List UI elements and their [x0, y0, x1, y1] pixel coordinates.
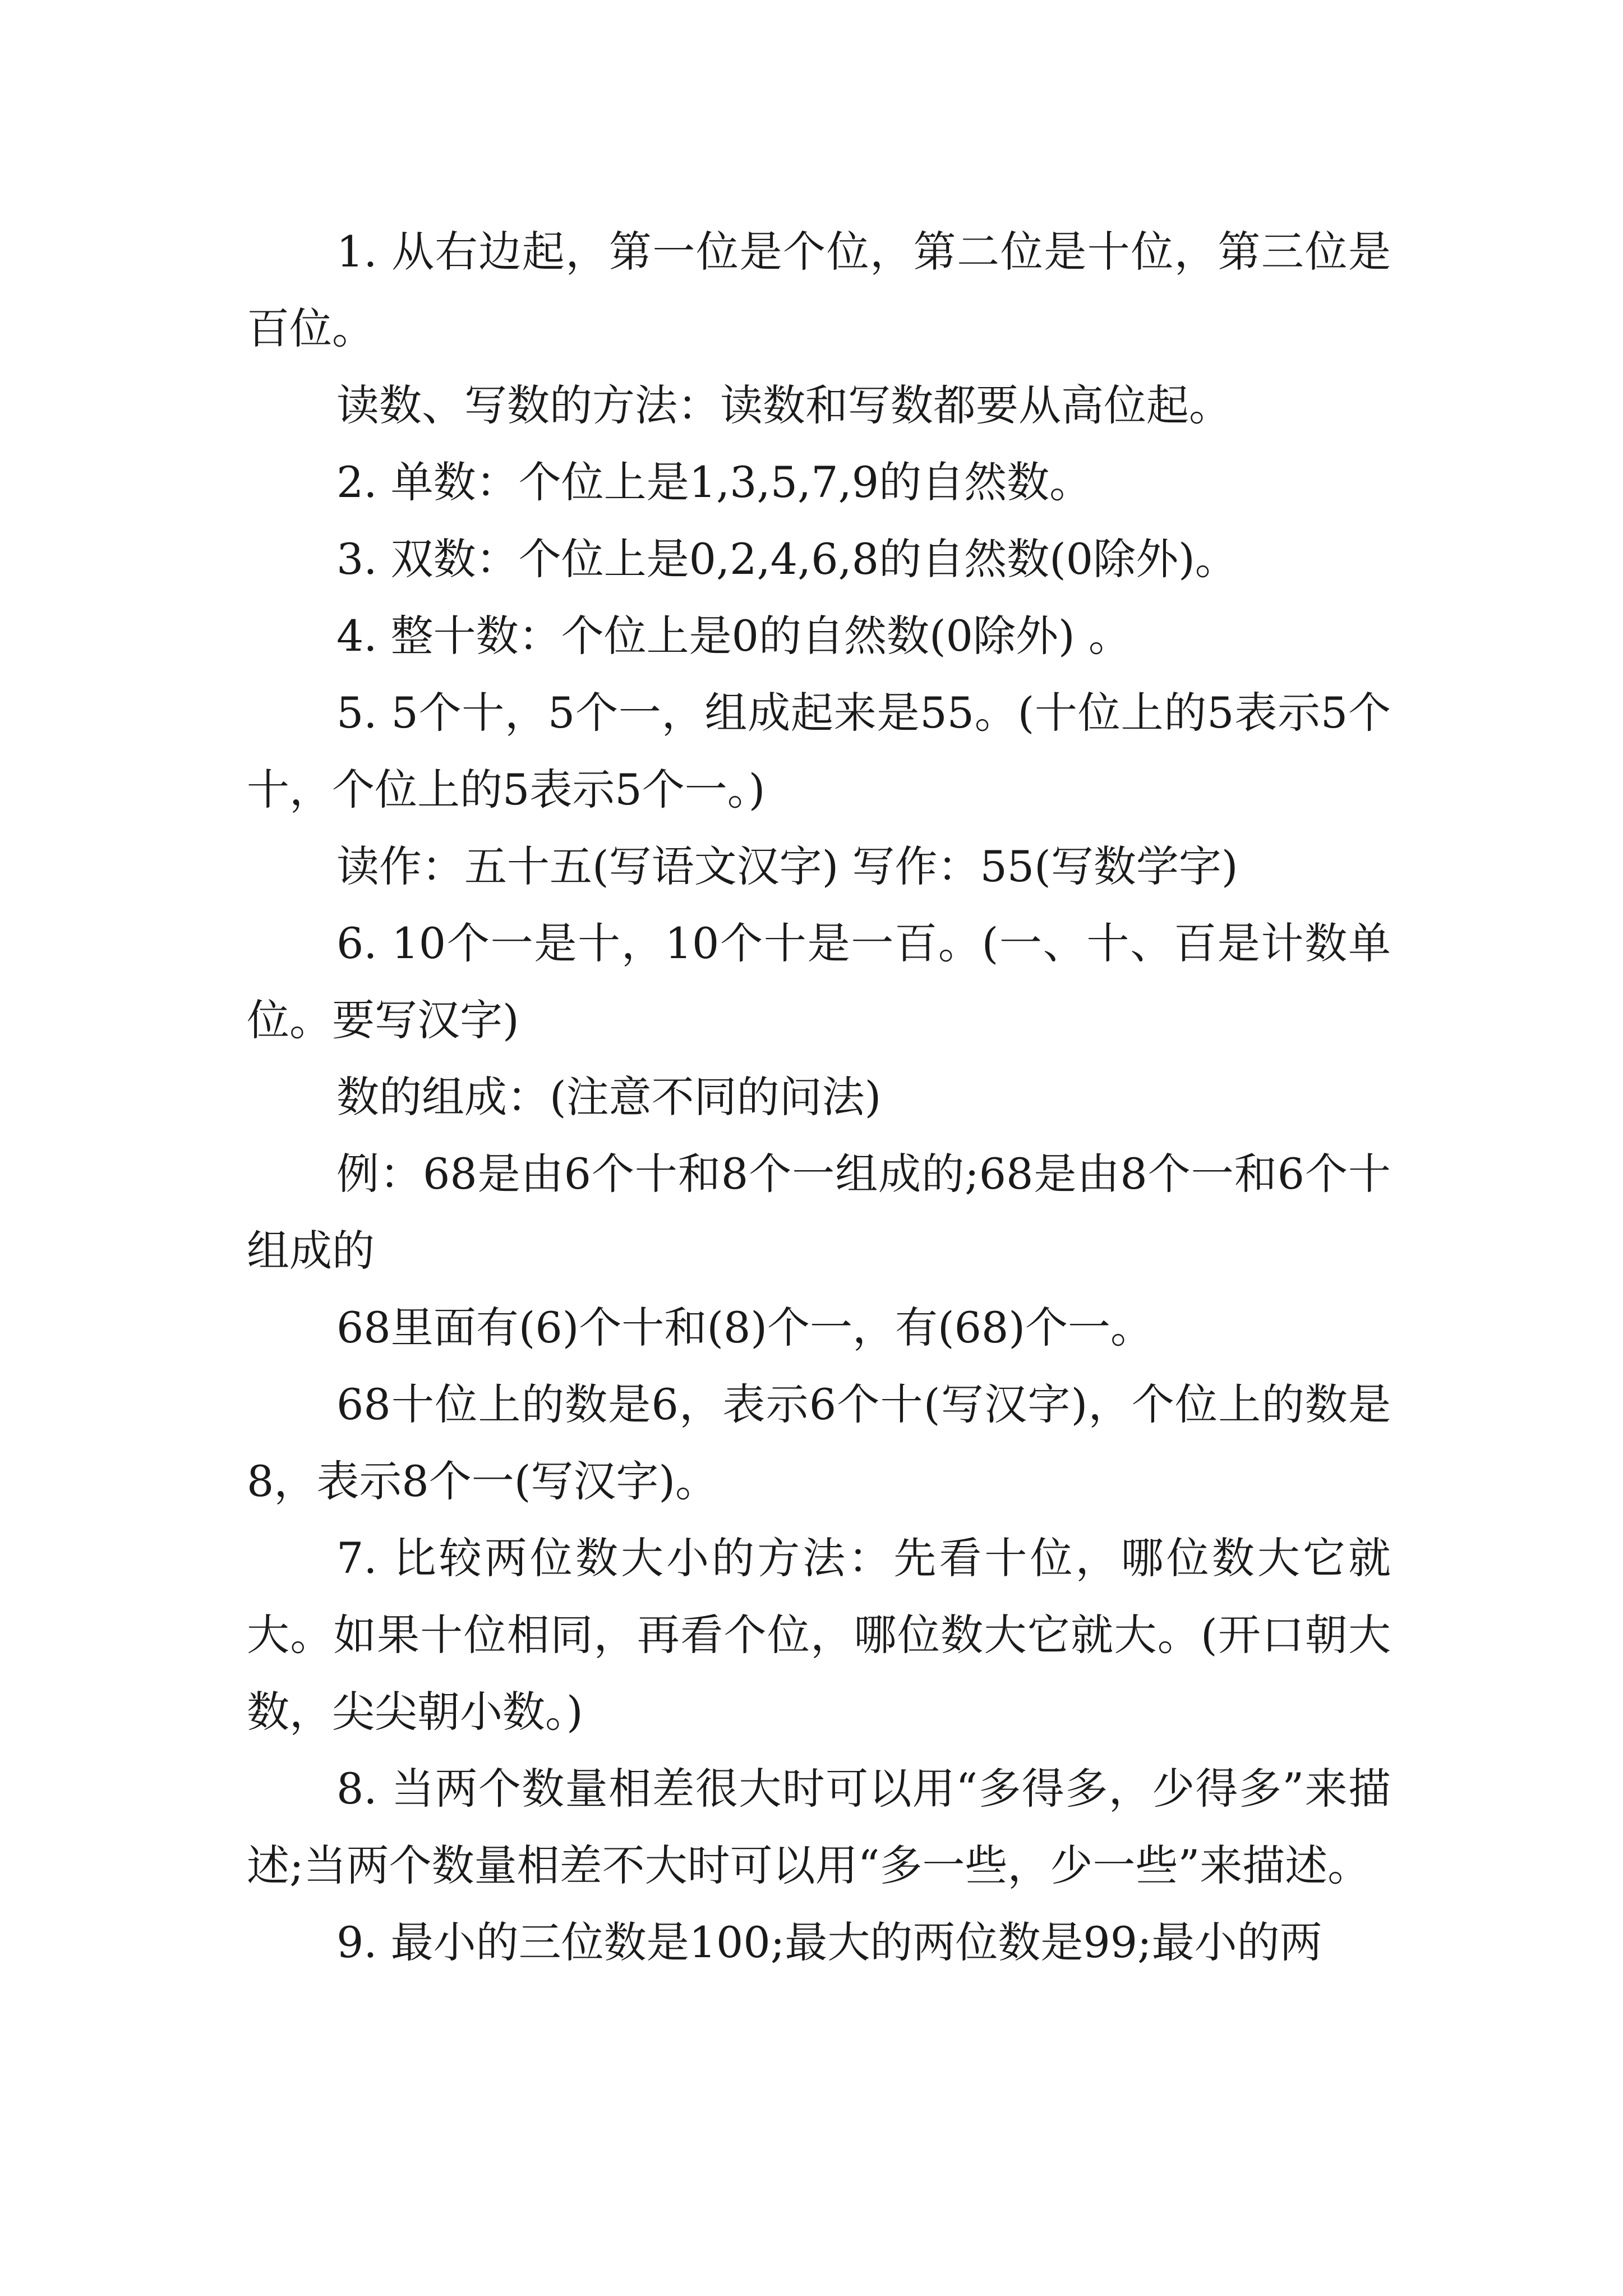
paragraph-number-composition: 数的组成：(注意不同的问法): [336, 1072, 882, 1122]
paragraph-68-digits: 68十位上的数是6，表示6个十(写汉字)，个位上的数是8，表示8个一(写汉字)。: [247, 1379, 1391, 1506]
paragraph-3-even-numbers: 3. 双数：个位上是0,2,4,6,8的自然数(0除外)。: [336, 534, 1238, 584]
document-body: [247, 213, 1391, 1981]
paragraph-9-smallest-largest: 9. 最小的三位数是100;最大的两位数是99;最小的两: [336, 1917, 1322, 1967]
paragraph-5-composition-55: 5. 5个十，5个一，组成起来是55。(十位上的5表示5个十，个位上的5表示5个一。): [247, 688, 1391, 815]
paragraph-1-place-values: 1. 从右边起，第一位是个位，第二位是十位，第三位是百位。: [247, 227, 1391, 353]
paragraph-68-contents: 68里面有(6)个十和(8)个一，有(68)个一。: [336, 1303, 1154, 1352]
paragraph-read-write-55: 读作：五十五(写语文汉字) 写作：55(写数学字): [336, 841, 1238, 891]
paragraph-7-comparing: 7. 比较两位数大小的方法：先看十位，哪位数大它就大。如果十位相同，再看个位，哪位数大它就大。(开口朝大数，尖尖朝小数。): [247, 1533, 1391, 1737]
paragraph-6-counting-units: 6. 10个一是十，10个十是一百。(一、十、百是计数单位。要写汉字): [247, 918, 1391, 1045]
paragraph-8-describing-difference: 8. 当两个数量相差很大时可以用“多得多，少得多”来描述;当两个数量相差不大时可以用“多一些，少一些”来描述。: [247, 1764, 1391, 1890]
paragraph-reading-writing-method: 读数、写数的方法：读数和写数都要从高位起。: [336, 380, 1232, 430]
paragraph-2-odd-numbers: 2. 单数：个位上是1,3,5,7,9的自然数。: [336, 457, 1092, 507]
paragraph-example-68: 例：68是由6个十和8个一组成的;68是由8个一和6个十组成的: [247, 1149, 1391, 1276]
paragraph-4-whole-tens: 4. 整十数：个位上是0的自然数(0除外) 。: [336, 611, 1131, 661]
